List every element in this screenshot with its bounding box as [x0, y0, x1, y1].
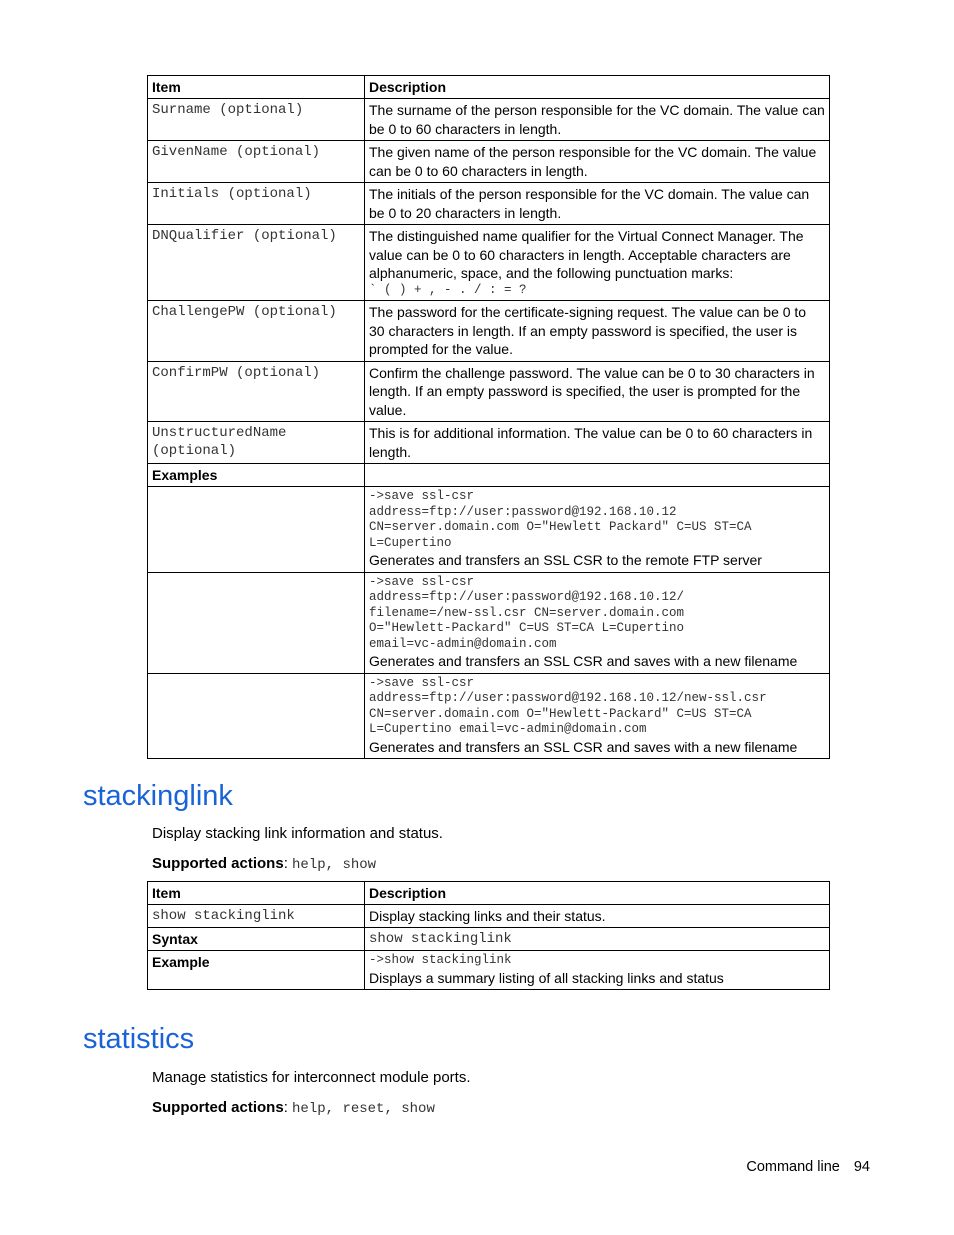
page-number: 94 — [853, 1159, 870, 1175]
punctuation-list: ` ( ) + , - . / : = ? — [369, 282, 527, 297]
table-row — [148, 183, 830, 225]
example-code-line: L=Cupertino email=vc-admin@domain.com — [369, 722, 647, 736]
table-row — [148, 905, 830, 928]
table-row — [148, 361, 830, 422]
example-code-line: CN=server.domain.com O="Hewlett-Packard" C=US ST=CA — [369, 706, 752, 721]
table-row — [148, 422, 830, 464]
description-cell: The password for the certificate-signing request. The value can be 0 to 30 characters in length. If an empty password is specified, the user is prompted for the value. — [369, 304, 807, 357]
item-cell: UnstructuredName (optional) — [148, 422, 365, 464]
table-row — [148, 99, 830, 141]
example-code-line: address=ftp://user:password@192.168.10.12 — [369, 504, 677, 519]
table-header-row — [148, 882, 830, 905]
syntax-row — [148, 928, 830, 951]
description-cell: Display stacking links and their status. — [365, 905, 830, 928]
header-description: Description — [365, 882, 830, 905]
example-code-line: ->save ssl-csr — [369, 489, 475, 503]
example-description: Displays a summary listing of all stacking links and status — [369, 969, 724, 986]
table-header-row — [148, 76, 830, 99]
table-row — [148, 301, 830, 362]
statistics-intro: Manage statistics for interconnect module ports. — [152, 1069, 471, 1086]
stackinglink-table — [147, 881, 830, 990]
example-label: Example — [148, 951, 365, 990]
description-cell: The given name of the person responsible for the VC domain. The value can be 0 to 60 characters in length. — [369, 144, 817, 179]
description-cell: The initials of the person responsible for the VC domain. The value can be 0 to 20 characters in length. — [369, 186, 810, 221]
example-code-line: ->save ssl-csr — [369, 574, 475, 589]
section-title-stackinglink: stackinglink — [83, 780, 233, 812]
item-cell: show stackinglink — [148, 905, 365, 928]
table-row — [148, 225, 830, 301]
example-code: ->show stackinglink — [369, 953, 512, 967]
examples-label-row — [148, 464, 830, 487]
example-code-line: ->save ssl-csr — [369, 675, 475, 690]
example-code-line: address=ftp://user:password@192.168.10.12/ — [369, 590, 685, 604]
example-description: Generates and transfers an SSL CSR and saves with a new filename — [369, 653, 798, 669]
example-code-line: filename=/new-ssl.csr CN=server.domain.com — [369, 605, 685, 620]
item-cell: Initials (optional) — [148, 183, 365, 225]
item-cell: ChallengePW (optional) — [148, 301, 365, 362]
example-row — [148, 951, 830, 990]
header-item: Item — [148, 76, 365, 99]
example-description: Generates and transfers an SSL CSR to the remote FTP server — [369, 552, 762, 568]
example-code-line: email=vc-admin@domain.com — [369, 636, 557, 651]
ssl-csr-parameters-table — [147, 75, 830, 759]
example-row — [148, 487, 830, 573]
item-cell: DNQualifier (optional) — [148, 225, 365, 301]
statistics-supported-actions: Supported actions: help, reset, show — [152, 1099, 435, 1117]
header-item: Item — [148, 882, 365, 905]
item-cell: ConfirmPW (optional) — [148, 361, 365, 422]
footer-section: Command line — [746, 1159, 840, 1175]
supported-actions-label: Supported actions — [152, 1099, 284, 1116]
description-cell: Confirm the challenge password. The value can be 0 to 30 characters in length. If an empty password is specified, the user is prompted for the value. — [369, 364, 815, 418]
example-code-line: CN=server.domain.com O="Hewlett Packard" C=US ST=CA — [369, 520, 752, 534]
supported-actions-values: help, show — [292, 857, 377, 873]
example-row — [148, 673, 830, 759]
header-description: Description — [365, 76, 830, 99]
description-cell: The surname of the person responsible for the VC domain. The value can be 0 to 60 characters in length. — [369, 102, 825, 137]
item-cell: Surname (optional) — [148, 99, 365, 141]
description-cell: This is for additional information. The value can be 0 to 60 characters in length. — [369, 425, 813, 460]
example-code-line: O="Hewlett-Packard" C=US ST=CA L=Cupertino — [369, 621, 685, 635]
section-title-statistics: statistics — [83, 1023, 195, 1055]
stackinglink-intro: Display stacking link information and status. — [152, 825, 443, 842]
supported-actions-label: Supported actions — [152, 855, 284, 872]
example-row — [148, 572, 830, 673]
example-code-line: address=ftp://user:password@192.168.10.12/new-ssl.csr — [369, 691, 767, 705]
table-row — [148, 141, 830, 183]
examples-label: Examples — [148, 464, 365, 487]
page-footer — [746, 1159, 870, 1175]
stackinglink-supported-actions: Supported actions: help, show — [152, 855, 377, 873]
description-cell: The distinguished name qualifier for the Virtual Connect Manager. The value can be 0 to 60 characters in length. Acceptable characters are alphanumeric, space, and the following punctuation marks: — [369, 228, 804, 281]
example-code-line: L=Cupertino — [369, 535, 452, 550]
item-cell: GivenName (optional) — [148, 141, 365, 183]
syntax-label: Syntax — [148, 928, 365, 951]
supported-actions-values: help, reset, show — [292, 1101, 435, 1117]
syntax-value: show stackinglink — [365, 928, 830, 951]
example-description: Generates and transfers an SSL CSR and saves with a new filename — [369, 738, 798, 755]
